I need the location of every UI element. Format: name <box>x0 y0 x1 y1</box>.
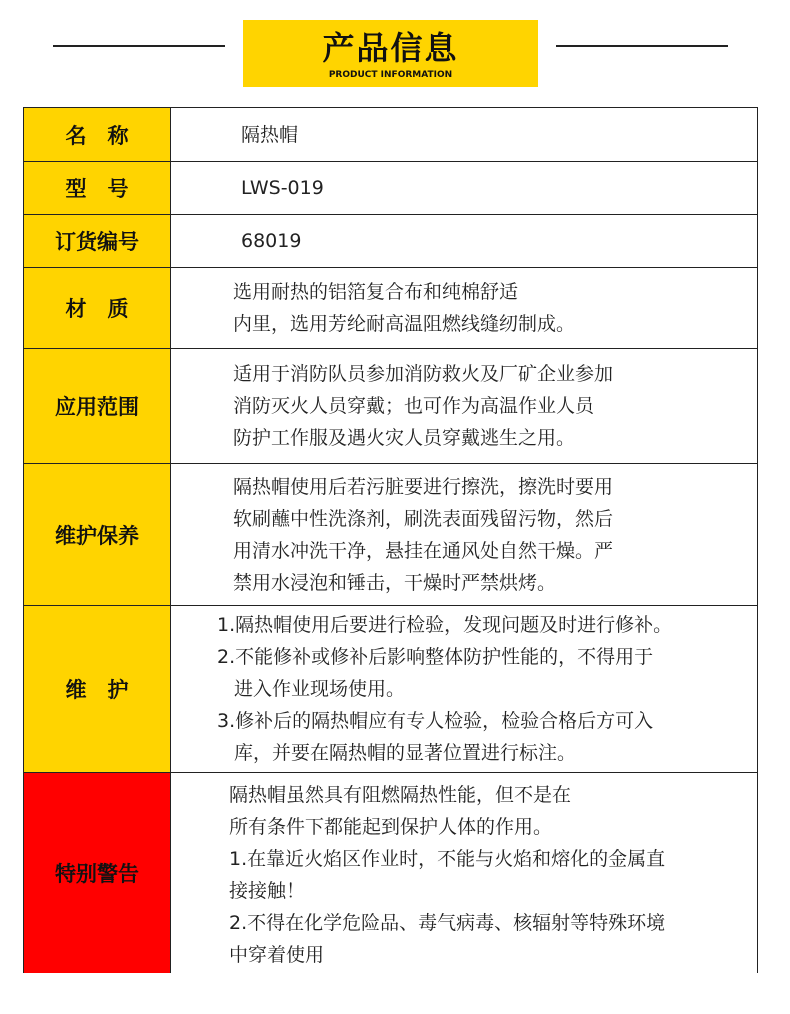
row-label: 应用范围 <box>24 349 171 464</box>
row-value <box>171 773 758 973</box>
row-value <box>171 606 758 773</box>
text-line: 内里，选用芳纶耐高温阻燃线缝纫制成。 <box>233 313 576 335</box>
text-line: 隔热帽使用后若污脏要进行擦洗，擦洗时要用 <box>233 475 614 498</box>
row-label: 维护保养 <box>24 464 171 606</box>
header <box>0 0 790 100</box>
header-rule-left <box>53 45 225 47</box>
row-value: 68019 <box>171 215 758 268</box>
row-label-warning: 特别警告 <box>24 773 171 973</box>
list-item: 2.不能修补或修补后影响整体防护性能的，不得用于 <box>217 646 654 668</box>
list-item-continuation: 库，并要在隔热帽的显著位置进行标注。 <box>234 742 577 764</box>
table-row-material <box>24 268 758 349</box>
row-value <box>171 349 758 464</box>
row-label: 型 号 <box>24 162 171 215</box>
page-title: 产品信息 <box>322 29 459 67</box>
text-line: 防护工作服及遇火灾人员穿戴逃生之用。 <box>233 427 576 449</box>
list-item-continuation: 进入作业现场使用。 <box>234 678 406 700</box>
text-line: 中穿着使用 <box>229 944 325 966</box>
row-value: 隔热帽 <box>171 108 758 162</box>
row-value: LWS-019 <box>171 162 758 215</box>
text-line: 软刷蘸中性洗涤剂，刷洗表面残留污物，然后 <box>233 507 614 530</box>
row-label: 订货编号 <box>24 215 171 268</box>
table-row-maintenance <box>24 464 758 606</box>
text-line: 接接触！ <box>229 880 306 902</box>
table-row-warning <box>24 773 758 973</box>
table-row-name <box>24 108 758 162</box>
title-banner <box>243 20 538 87</box>
row-label: 材 质 <box>24 268 171 349</box>
table-row-repair <box>24 606 758 773</box>
row-label: 维 护 <box>24 606 171 773</box>
text-line: 消防灭火人员穿戴；也可作为高温作业人员 <box>233 395 595 417</box>
text-line: 隔热帽虽然具有阻燃隔热性能，但不是在 <box>229 784 572 806</box>
text-line: 选用耐热的铝箔复合布和纯棉舒适 <box>233 281 519 303</box>
text-line: 用清水冲洗干净，悬挂在通风处自然干燥。严 <box>233 539 614 562</box>
text-line: 适用于消防队员参加消防救火及厂矿企业参加 <box>233 363 614 385</box>
table-row-model <box>24 162 758 215</box>
text-line: 1.在靠近火焰区作业时，不能与火焰和熔化的金属直 <box>229 848 666 870</box>
row-value <box>171 268 758 349</box>
list-item: 1.隔热帽使用后要进行检验，发现问题及时进行修补。 <box>217 614 673 636</box>
page-subtitle: PRODUCT INFORMATION <box>328 70 453 80</box>
product-info-table <box>23 107 758 973</box>
list-item: 3.修补后的隔热帽应有专人检验，检验合格后方可入 <box>217 710 654 732</box>
text-line: 2.不得在化学危险品、毒气病毒、核辐射等特殊环境 <box>229 912 666 934</box>
text-line: 所有条件下都能起到保护人体的作用。 <box>229 816 553 838</box>
row-value <box>171 464 758 606</box>
table-row-application <box>24 349 758 464</box>
row-label: 名 称 <box>24 108 171 162</box>
table-row-order-number <box>24 215 758 268</box>
header-rule-right <box>556 45 728 47</box>
text-line: 禁用水浸泡和锤击，干燥时严禁烘烤。 <box>233 571 557 594</box>
